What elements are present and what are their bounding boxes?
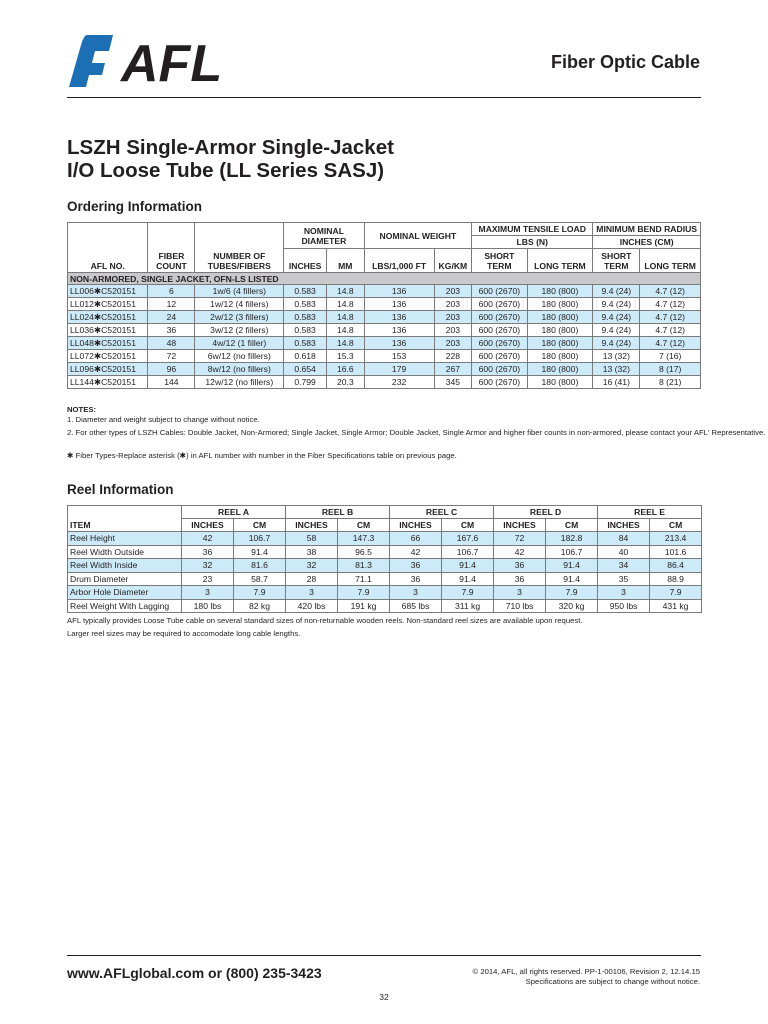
- cell-bend-long: 4.7 (12): [640, 285, 701, 298]
- reel-note-1: AFL typically provides Loose Tube cable on several standard sizes of non-returnable wooden reels. Non-standard reel sizes are available upon request.: [67, 616, 583, 625]
- cell-weight-kg: 203: [434, 311, 472, 324]
- col-bend-short-term: [593, 249, 640, 273]
- cell-value: 191 kg: [338, 599, 390, 613]
- cell-value: 7.9: [442, 586, 494, 600]
- cell-item: Arbor Hole Diameter: [68, 586, 182, 600]
- short-term-l2: TERM: [487, 261, 512, 271]
- short-term-l1: SHORT: [484, 251, 515, 261]
- cell-weight-kg: 203: [434, 324, 472, 337]
- reel-note-2: Larger reel sizes may be required to accomodate long cable lengths.: [67, 629, 301, 638]
- cell-value: 106.7: [234, 532, 286, 546]
- cell-value: 7.9: [234, 586, 286, 600]
- cell-weight-lbs: 136: [364, 298, 434, 311]
- reel-c-inches: INCHES: [390, 519, 442, 532]
- cell-value: 36: [494, 572, 546, 586]
- table-row: [68, 532, 702, 546]
- cell-value: 685 lbs: [390, 599, 442, 613]
- cell-bend-short: 9.4 (24): [593, 337, 640, 350]
- col-tubes-fibers: [195, 223, 284, 273]
- cell-fiber-count: 48: [148, 337, 195, 350]
- cell-value: 180 lbs: [182, 599, 234, 613]
- cell-value: 182.8: [546, 532, 598, 546]
- cell-diameter-mm: 14.8: [327, 324, 365, 337]
- cell-bend-long: 4.7 (12): [640, 311, 701, 324]
- reel-c-cm: CM: [442, 519, 494, 532]
- col-tubes-l1: NUMBER OF: [213, 251, 266, 261]
- footer-copyright: [473, 967, 700, 987]
- table-row: [68, 545, 702, 559]
- cell-tensile-short: 600 (2670): [472, 376, 527, 389]
- cell-tensile-long: 180 (800): [527, 324, 593, 337]
- reel-e-header: REEL E: [598, 506, 702, 519]
- cell-value: 431 kg: [650, 599, 702, 613]
- cell-afl-no: LL006✱C520151: [68, 285, 148, 298]
- reel-e-inches: INCHES: [598, 519, 650, 532]
- cell-fiber-count: 6: [148, 285, 195, 298]
- reel-e-cm: CM: [650, 519, 702, 532]
- cell-bend-short: 13 (32): [593, 350, 640, 363]
- cell-item: Reel Height: [68, 532, 182, 546]
- cell-value: 213.4: [650, 532, 702, 546]
- cell-bend-long: 8 (21): [640, 376, 701, 389]
- cell-fiber-count: 72: [148, 350, 195, 363]
- cell-value: 101.6: [650, 545, 702, 559]
- reel-item-header: ITEM: [68, 519, 182, 532]
- col-nominal-diameter: [284, 223, 364, 249]
- cell-value: 81.6: [234, 559, 286, 573]
- cell-diameter-inches: 0.583: [284, 298, 327, 311]
- cell-value: 38: [286, 545, 338, 559]
- cell-value: 86.4: [650, 559, 702, 573]
- cell-value: 58.7: [234, 572, 286, 586]
- cell-afl-no: LL024✱C520151: [68, 311, 148, 324]
- cell-tubes-fibers: 1w/6 (4 fillers): [195, 285, 284, 298]
- footer-contact: www.AFLglobal.com or (800) 235-3423: [67, 965, 322, 981]
- cell-value: 311 kg: [442, 599, 494, 613]
- cell-weight-kg: 228: [434, 350, 472, 363]
- header-divider: [67, 97, 701, 98]
- header-row-1: [68, 223, 701, 236]
- title-line-2: I/O Loose Tube (LL Series SASJ): [67, 159, 385, 182]
- cell-value: 7.9: [546, 586, 598, 600]
- cell-diameter-inches: 0.583: [284, 337, 327, 350]
- cell-item: Reel Width Outside: [68, 545, 182, 559]
- col-nominal-weight: NOMINAL WEIGHT: [364, 223, 472, 249]
- bend-short-term-l1: SHORT: [601, 251, 632, 261]
- cell-value: 81.3: [338, 559, 390, 573]
- cell-value: 106.7: [546, 545, 598, 559]
- col-min-bend: MINIMUM BEND RADIUS: [593, 223, 701, 236]
- cell-weight-lbs: 136: [364, 285, 434, 298]
- col-max-tensile: MAXIMUM TENSILE LOAD: [472, 223, 593, 236]
- col-tubes-l2: TUBES/FIBERS: [207, 261, 271, 271]
- cell-fiber-count: 24: [148, 311, 195, 324]
- cell-value: 42: [182, 532, 234, 546]
- cell-bend-long: 8 (17): [640, 363, 701, 376]
- cell-diameter-mm: 16.6: [327, 363, 365, 376]
- cell-value: 72: [494, 532, 546, 546]
- logo-mark-icon: [69, 35, 113, 87]
- col-bend-long-term: LONG TERM: [640, 249, 701, 273]
- cell-value: 3: [598, 586, 650, 600]
- page-title: [67, 136, 701, 182]
- cell-tensile-short: 600 (2670): [472, 324, 527, 337]
- logo-text: AFL: [121, 35, 223, 87]
- cell-tubes-fibers: 1w/12 (4 fillers): [195, 298, 284, 311]
- table-row: [68, 572, 702, 586]
- cell-diameter-inches: 0.583: [284, 285, 327, 298]
- reel-a-inches: INCHES: [182, 519, 234, 532]
- cell-value: 32: [182, 559, 234, 573]
- col-kg-km: KG/KM: [434, 249, 472, 273]
- asterisk-note: ✱ Fiber Types-Replace asterisk (✱) in AFL number with number in the Fiber Specifications table on previous page.: [67, 451, 457, 460]
- reel-table: [67, 505, 702, 613]
- cell-value: 91.4: [546, 559, 598, 573]
- reel-d-inches: INCHES: [494, 519, 546, 532]
- cell-bend-long: 4.7 (12): [640, 298, 701, 311]
- cell-fiber-count: 12: [148, 298, 195, 311]
- footer-divider: [67, 955, 701, 956]
- cell-value: 66: [390, 532, 442, 546]
- col-lbs-n: LBS (N): [472, 236, 593, 249]
- table-row: [68, 298, 701, 311]
- cell-afl-no: LL072✱C520151: [68, 350, 148, 363]
- title-line-1: LSZH Single-Armor Single-Jacket: [67, 136, 394, 159]
- col-mm: MM: [327, 249, 365, 273]
- cell-value: 106.7: [442, 545, 494, 559]
- cell-diameter-mm: 15.3: [327, 350, 365, 363]
- table-row: [68, 337, 701, 350]
- cell-diameter-mm: 20.3: [327, 376, 365, 389]
- cell-weight-kg: 203: [434, 298, 472, 311]
- cell-value: 84: [598, 532, 650, 546]
- col-diameter-l2: DIAMETER: [301, 235, 347, 246]
- reel-header-row-2: [68, 519, 702, 532]
- ordering-table: [67, 222, 701, 389]
- cell-afl-no: LL096✱C520151: [68, 363, 148, 376]
- col-afl-no: AFL NO.: [68, 223, 148, 273]
- table-row: [68, 311, 701, 324]
- table-row: [68, 586, 702, 600]
- cell-value: 71.1: [338, 572, 390, 586]
- cell-value: 91.4: [442, 559, 494, 573]
- table-row: [68, 363, 701, 376]
- col-fiber-count: [148, 223, 195, 273]
- cell-bend-short: 16 (41): [593, 376, 640, 389]
- cell-diameter-inches: 0.799: [284, 376, 327, 389]
- cell-weight-lbs: 136: [364, 324, 434, 337]
- cell-value: 167.6: [442, 532, 494, 546]
- reel-b-cm: CM: [338, 519, 390, 532]
- cell-tensile-short: 600 (2670): [472, 311, 527, 324]
- cell-value: 3: [286, 586, 338, 600]
- col-fiber-count-l2: COUNT: [156, 261, 187, 271]
- page-number: 32: [379, 992, 389, 1002]
- cell-value: 96.5: [338, 545, 390, 559]
- header-title: Fiber Optic Cable: [550, 52, 700, 72]
- cell-tubes-fibers: 6w/12 (no fillers): [195, 350, 284, 363]
- cell-value: 91.4: [234, 545, 286, 559]
- cell-tensile-short: 600 (2670): [472, 298, 527, 311]
- cell-item: Reel Width Inside: [68, 559, 182, 573]
- col-tensile-short-term: [472, 249, 527, 273]
- cell-diameter-inches: 0.583: [284, 324, 327, 337]
- copyright-line-2: Specifications are subject to change without notice.: [525, 977, 700, 986]
- cell-value: 40: [598, 545, 650, 559]
- col-diameter-l1: NOMINAL: [303, 225, 344, 236]
- reel-a-cm: CM: [234, 519, 286, 532]
- cell-weight-lbs: 136: [364, 311, 434, 324]
- cell-bend-short: 9.4 (24): [593, 324, 640, 337]
- cell-value: 58: [286, 532, 338, 546]
- table-row: [68, 350, 701, 363]
- cell-value: 950 lbs: [598, 599, 650, 613]
- cell-weight-kg: 203: [434, 285, 472, 298]
- notes-label: NOTES:: [67, 405, 97, 414]
- cell-value: 3: [494, 586, 546, 600]
- cell-bend-short: 9.4 (24): [593, 298, 640, 311]
- cell-weight-lbs: 153: [364, 350, 434, 363]
- cell-value: 36: [182, 545, 234, 559]
- cell-item: Reel Weight With Lagging: [68, 599, 182, 613]
- cell-tensile-long: 180 (800): [527, 311, 593, 324]
- cell-bend-short: 13 (32): [593, 363, 640, 376]
- cell-tensile-short: 600 (2670): [472, 285, 527, 298]
- cell-value: 42: [390, 545, 442, 559]
- reel-b-header: REEL B: [286, 506, 390, 519]
- cell-tubes-fibers: 12w/12 (no fillers): [195, 376, 284, 389]
- cell-value: 91.4: [442, 572, 494, 586]
- cell-value: 28: [286, 572, 338, 586]
- copyright-line-1: © 2014, AFL, all rights reserved. PP-1-00106, Revision 2, 12.14.15: [472, 967, 700, 976]
- note-1: 1. Diameter and weight subject to change without notice.: [67, 415, 260, 424]
- reel-d-cm: CM: [546, 519, 598, 532]
- cell-fiber-count: 144: [148, 376, 195, 389]
- cell-tensile-long: 180 (800): [527, 298, 593, 311]
- cell-value: 82 kg: [234, 599, 286, 613]
- cell-tensile-long: 180 (800): [527, 350, 593, 363]
- reel-a-header: REEL A: [182, 506, 286, 519]
- cell-bend-long: 4.7 (12): [640, 337, 701, 350]
- reel-heading: Reel Information: [67, 482, 174, 497]
- cell-weight-lbs: 232: [364, 376, 434, 389]
- cell-tubes-fibers: 4w/12 (1 filler): [195, 337, 284, 350]
- cell-value: 7.9: [338, 586, 390, 600]
- note-2: 2. For other types of LSZH Cables: Double Jacket, Non-Armored; Single Jacket, Single Armor; Double Jacket, Single Armor and higher fiber counts in non-armored, please contact your AFL' Representative.: [67, 428, 766, 437]
- reel-b-inches: INCHES: [286, 519, 338, 532]
- cell-afl-no: LL012✱C520151: [68, 298, 148, 311]
- cell-value: 34: [598, 559, 650, 573]
- reel-header-row-1: [68, 506, 702, 519]
- cell-value: 36: [494, 559, 546, 573]
- reel-d-header: REEL D: [494, 506, 598, 519]
- cell-diameter-mm: 14.8: [327, 337, 365, 350]
- cell-value: 7.9: [650, 586, 702, 600]
- cell-diameter-inches: 0.654: [284, 363, 327, 376]
- cell-value: 147.3: [338, 532, 390, 546]
- cell-fiber-count: 96: [148, 363, 195, 376]
- cell-value: 710 lbs: [494, 599, 546, 613]
- col-lbs-1000ft: LBS/1,000 FT: [364, 249, 434, 273]
- cell-weight-kg: 203: [434, 337, 472, 350]
- table-row: [68, 324, 701, 337]
- bend-short-term-l2: TERM: [604, 261, 629, 271]
- cell-value: 42: [494, 545, 546, 559]
- cell-tubes-fibers: 2w/12 (3 fillers): [195, 311, 284, 324]
- ordering-body: [68, 285, 701, 389]
- table-row: [68, 559, 702, 573]
- col-inches-cm: INCHES (CM): [593, 236, 701, 249]
- cell-value: 36: [390, 559, 442, 573]
- reel-corner: [68, 506, 182, 519]
- table-row: [68, 285, 701, 298]
- cell-tensile-long: 180 (800): [527, 337, 593, 350]
- col-inches: INCHES: [284, 249, 327, 273]
- cell-fiber-count: 36: [148, 324, 195, 337]
- cell-tensile-long: 180 (800): [527, 363, 593, 376]
- cell-value: 88.9: [650, 572, 702, 586]
- cell-value: 420 lbs: [286, 599, 338, 613]
- cell-value: 35: [598, 572, 650, 586]
- cell-value: 3: [390, 586, 442, 600]
- cell-tensile-short: 600 (2670): [472, 337, 527, 350]
- cell-value: 91.4: [546, 572, 598, 586]
- cell-tensile-long: 180 (800): [527, 285, 593, 298]
- cell-value: 32: [286, 559, 338, 573]
- table-row: [68, 599, 702, 613]
- cell-bend-long: 4.7 (12): [640, 324, 701, 337]
- cell-diameter-mm: 14.8: [327, 298, 365, 311]
- cell-tubes-fibers: 3w/12 (2 fillers): [195, 324, 284, 337]
- cell-tubes-fibers: 8w/12 (no fillers): [195, 363, 284, 376]
- cell-weight-lbs: 179: [364, 363, 434, 376]
- category-row: [68, 273, 701, 285]
- reel-c-header: REEL C: [390, 506, 494, 519]
- cell-diameter-inches: 0.618: [284, 350, 327, 363]
- cell-weight-kg: 267: [434, 363, 472, 376]
- ordering-heading: Ordering Information: [67, 199, 202, 214]
- cell-diameter-mm: 14.8: [327, 311, 365, 324]
- cell-item: Drum Diameter: [68, 572, 182, 586]
- afl-logo: [67, 33, 231, 87]
- cell-tensile-long: 180 (800): [527, 376, 593, 389]
- cell-tensile-short: 600 (2670): [472, 363, 527, 376]
- category-label: NON-ARMORED, SINGLE JACKET, OFN-LS LISTED: [68, 273, 701, 285]
- cell-bend-long: 7 (16): [640, 350, 701, 363]
- cell-afl-no: LL048✱C520151: [68, 337, 148, 350]
- cell-bend-short: 9.4 (24): [593, 285, 640, 298]
- cell-afl-no: LL036✱C520151: [68, 324, 148, 337]
- cell-diameter-mm: 14.8: [327, 285, 365, 298]
- cell-weight-lbs: 136: [364, 337, 434, 350]
- cell-value: 36: [390, 572, 442, 586]
- cell-tensile-short: 600 (2670): [472, 350, 527, 363]
- cell-bend-short: 9.4 (24): [593, 311, 640, 324]
- cell-afl-no: LL144✱C520151: [68, 376, 148, 389]
- col-fiber-count-l1: FIBER: [158, 251, 185, 261]
- cell-value: 23: [182, 572, 234, 586]
- cell-value: 320 kg: [546, 599, 598, 613]
- cell-weight-kg: 345: [434, 376, 472, 389]
- reel-body: [68, 532, 702, 613]
- table-row: [68, 376, 701, 389]
- col-tensile-long-term: LONG TERM: [527, 249, 593, 273]
- cell-diameter-inches: 0.583: [284, 311, 327, 324]
- cell-value: 3: [182, 586, 234, 600]
